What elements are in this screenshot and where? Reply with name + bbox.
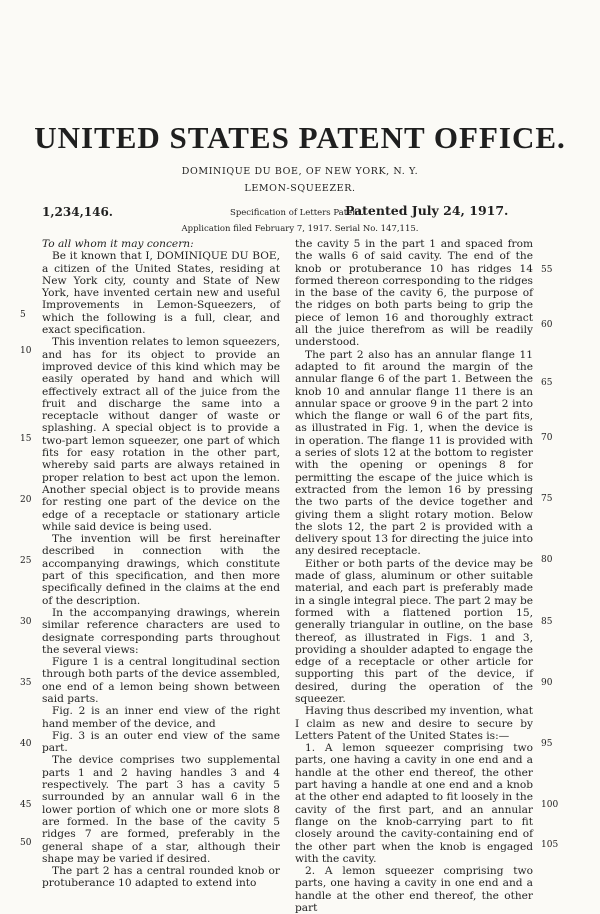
paragraph: Fig. 2 is an inner end view of the right hand member of the device, and [42, 705, 280, 730]
invention-title: LEMON-SQUEEZER. [244, 183, 356, 194]
paragraph: the cavity 5 in the part 1 and spaced from the walls 6 of said cavity. The end of the knob or protuberance 10 has ridges 14 formed thereon corresponding to the ridges in the base of the cavity 6, the purpose of the ridges on both parts being to grip the piece of lemon 16 and thoroughly extract all the juice therefrom as will be readily understood. [295, 238, 533, 349]
left-column [42, 238, 280, 890]
line-number: 85 [541, 617, 553, 627]
line-number: 20 [20, 495, 32, 505]
line-number: 50 [20, 838, 32, 848]
line-number: 105 [541, 840, 559, 850]
line-number: 35 [20, 678, 32, 688]
line-number: 15 [20, 434, 32, 444]
claim: 1. A lemon squeezer comprising two parts, one having a cavity in one end and a handle at the other end thereof, the other part having a handle at one end and a knob at the other end adapted to fit loosely in the cavity of the first part, and an annular flange on the knob-carrying part to fit closely around the cavity-containing end of the other part when the knob is engaged with the cavity. [295, 742, 533, 865]
line-number: 30 [20, 617, 32, 627]
patent-number: 1,234,146. [42, 205, 113, 219]
line-number: 45 [20, 800, 32, 810]
paragraph: The invention will be first hereinafter described in connection with the accompanying drawings, which constitute part of this specification, and then more specifically defined in the claims at the end of the description. [42, 533, 280, 607]
specification-label: Specification of Letters Patent. [230, 208, 364, 218]
line-number: 80 [541, 555, 553, 565]
line-number: 5 [20, 310, 26, 320]
patented-date: Patented July 24, 1917. [345, 203, 509, 218]
salutation: To all whom it may concern: [42, 238, 194, 250]
line-number: 25 [20, 556, 32, 566]
paragraph: Having thus described my invention, what I claim as new and desire to secure by Letters Patent of the United States is:— [295, 705, 533, 742]
line-number: 90 [541, 678, 553, 688]
paragraph: The part 2 also has an annular flange 11 adapted to fit around the margin of the annular flange 6 of the part 1. Between the knob 10 and annular flange 11 there is an annular space or groove 9 in the part 2 into which the flange or wall 6 of the part fits, as illustrated in Fig. 1, when the device is in operation. The flange 11 is provided with a series of slots 12 at the bottom to register with the opening or openings 8 for permitting the escape of the juice which is extracted from the lemon 16 by pressing the two parts of the device together and giving them a slight rotary motion. Below the slots 12, the part 2 is provided with a delivery spout 13 for directing the juice into any desired receptacle. [295, 348, 533, 558]
line-number: 65 [541, 378, 553, 388]
office-heading: UNITED STATES PATENT OFFICE. [34, 120, 566, 155]
line-number: 60 [541, 320, 553, 330]
line-number: 10 [20, 346, 32, 356]
paragraph: The part 2 has a central rounded knob or protuberance 10 adapted to extend into [42, 865, 280, 890]
line-number: 95 [541, 739, 553, 749]
right-column [295, 238, 533, 914]
paragraph: This invention relates to lemon squeezers, and has for its object to provide an improved device of this kind which may be easily operated by hand and which will effectively extract all of the juice from the fruit and discharge the same into a receptacle without danger of waste or splashing. A special object is to provide a two-part lemon squeezer, one part of which fits for easy rotation in the other part, whereby said parts are always retained in proper relation to best act upon the lemon. Another special object is to provide means for resting one part of the device on the edge of a receptacle or stationary article while said device is being used. [42, 336, 280, 533]
line-number: 40 [20, 739, 32, 749]
inventor-line: DOMINIQUE DU BOE, OF NEW YORK, N. Y. [181, 166, 419, 177]
line-number: 100 [541, 800, 559, 810]
paragraph: Fig. 3 is an outer end view of the same part. [42, 729, 280, 755]
claim: 2. A lemon squeezer comprising two parts, one having a cavity in one end and a handle at the other end thereof, the other part [295, 865, 533, 914]
filing-line: Application filed February 7, 1917. Serial No. 147,115. [181, 224, 419, 234]
paragraph: Either or both parts of the device may be made of glass, aluminum or other suitable material, and each part is preferably made in a single integral piece. The part 2 may be formed with a flattened portion 15, generally triangular in outline, on the base thereof, as illustrated in Figs. 1 and 3, providing a shoulder adapted to engage the edge of a receptacle or other article for supporting this part of the device, if desired, during the operation of the squeezer. [295, 557, 533, 705]
paragraph: In the accompanying drawings, wherein similar reference characters are used to designate corresponding parts throughout the several views: [42, 606, 280, 656]
line-number: 70 [541, 433, 553, 443]
paragraph: Be it known that I, DOMINIQUE DU BOE, a citizen of the United States, residing at New York city, county and State of New York, have invented certain new and useful Improvements in Lemon-Squeezers, of which the following is a full, clear, and exact specification. [42, 250, 280, 337]
line-number: 55 [541, 265, 553, 275]
paragraph: Figure 1 is a central longitudinal section through both parts of the device assembled, one end of a lemon being shown between said parts. [42, 656, 280, 705]
line-number: 75 [541, 494, 553, 504]
paragraph: The device comprises two supplemental parts 1 and 2 having handles 3 and 4 respectively. The part 3 has a cavity 5 surrounded by an annular wall 6 in the lower portion of which one or more slots 8 are formed. In the base of the cavity 5 ridges 7 are formed, preferably in the general shape of a star, although their shape may be varied if desired. [42, 754, 280, 865]
